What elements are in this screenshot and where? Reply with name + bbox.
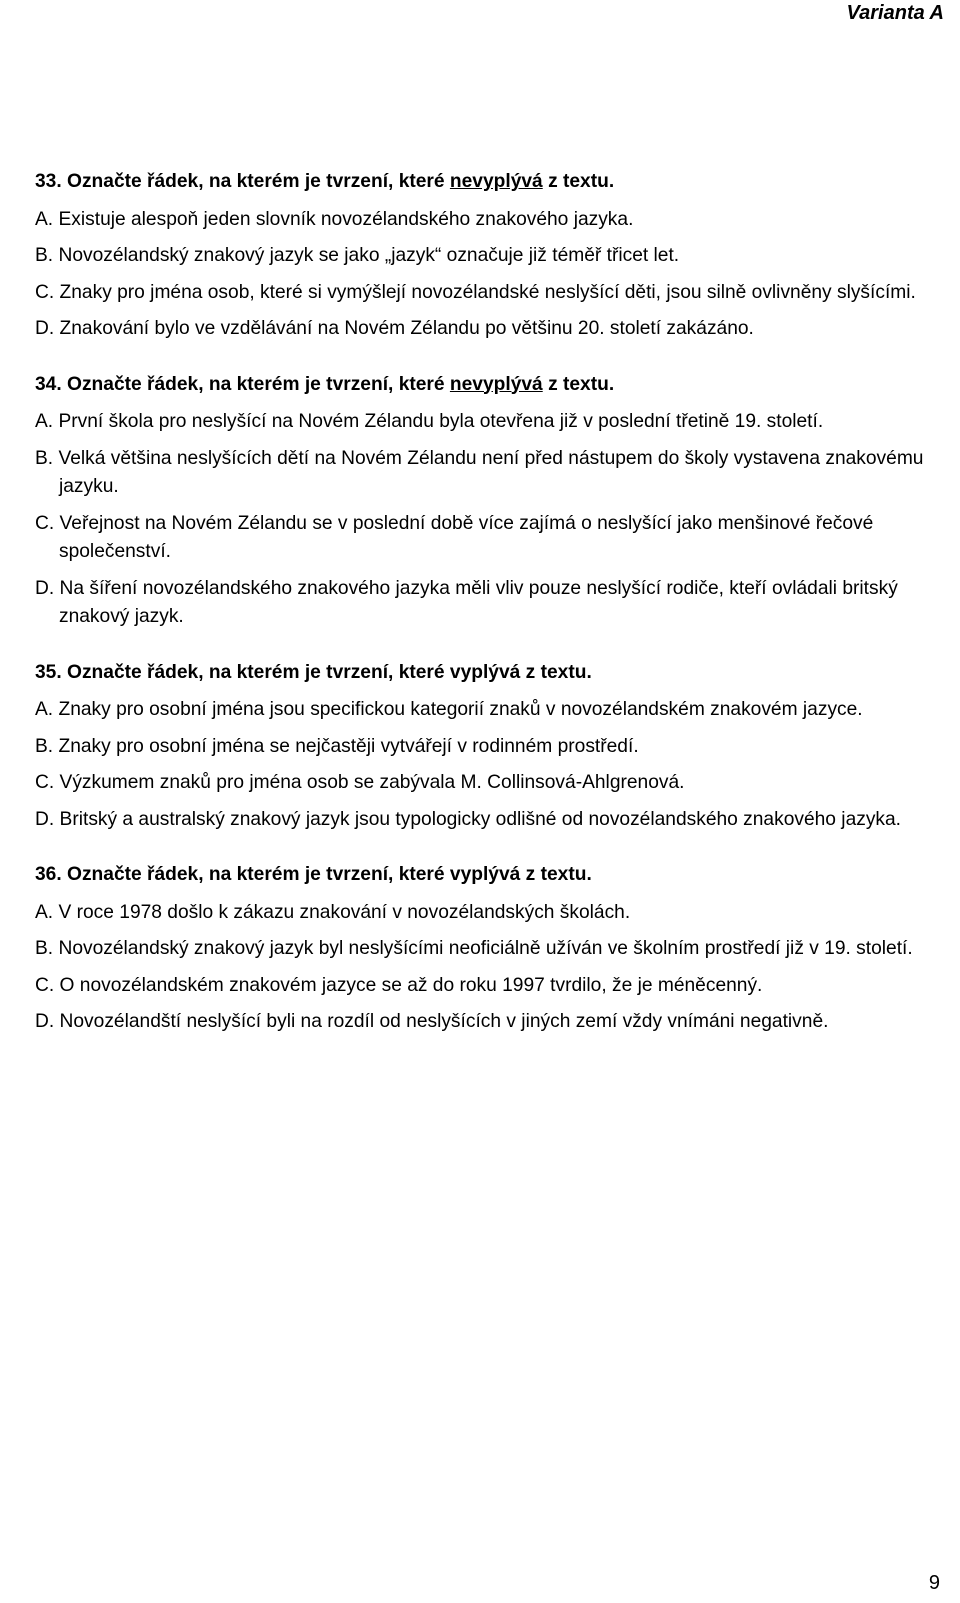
option-letter: D. bbox=[35, 808, 55, 830]
option-text: Novozélandský znakový jazyk byl neslyšícími neoficiálně užíván ve školním prostředí již v 19. století. bbox=[58, 938, 913, 959]
option-letter: D. bbox=[35, 577, 55, 599]
answer-option[interactable] bbox=[35, 510, 935, 567]
answer-option[interactable] bbox=[35, 806, 935, 835]
option-text: Výzkumem znaků pro jména osob se zabývala M. Collinsová-Ahlgrenová. bbox=[59, 772, 685, 793]
prompt-text: Označte řádek, na kterém je tvrzení, které bbox=[67, 171, 445, 192]
option-letter: B. bbox=[35, 735, 54, 757]
answer-option[interactable] bbox=[35, 315, 935, 344]
answer-option[interactable] bbox=[35, 899, 935, 928]
option-letter: C. bbox=[35, 281, 55, 303]
option-text: O novozélandském znakovém jazyce se až do roku 1997 tvrdilo, že je méněcenný. bbox=[59, 974, 763, 996]
prompt-text-end: z textu. bbox=[548, 373, 615, 395]
question-prompt bbox=[35, 371, 935, 400]
prompt-text: Označte řádek, na kterém je tvrzení, které bbox=[67, 373, 445, 395]
question-prompt bbox=[35, 861, 935, 890]
question-35 bbox=[35, 659, 935, 835]
prompt-emphasis: vyplývá bbox=[449, 661, 521, 683]
question-number: 36. bbox=[35, 864, 62, 885]
option-letter: D. bbox=[35, 1011, 55, 1032]
option-text: Britský a australský znakový jazyk jsou typologicky odlišné od novozélandského znakového jazyka. bbox=[59, 808, 902, 830]
question-33 bbox=[35, 168, 935, 344]
option-text: Novozélandští neslyšící byli na rozdíl od neslyšících v jiných zemí vždy vnímáni negativně. bbox=[59, 1011, 829, 1032]
prompt-text: Označte řádek, na kterém je tvrzení, které bbox=[67, 864, 445, 885]
option-letter: C. bbox=[35, 974, 55, 996]
option-letter: B. bbox=[35, 938, 54, 959]
answer-option[interactable] bbox=[35, 279, 935, 308]
answer-option[interactable] bbox=[35, 1008, 935, 1037]
option-letter: A. bbox=[35, 208, 54, 230]
option-text: První škola pro neslyšící na Novém Zélandu byla otevřena již v poslední třetině 19. století. bbox=[58, 411, 824, 432]
option-text: Veřejnost na Novém Zélandu se v poslední době více zajímá o neslyšící jako menšinové řečové společenství. bbox=[59, 512, 874, 562]
answer-option[interactable] bbox=[35, 972, 935, 1001]
answer-option[interactable] bbox=[35, 408, 935, 437]
prompt-emphasis: nevyplývá bbox=[449, 373, 543, 395]
prompt-text: Označte řádek, na kterém je tvrzení, které bbox=[67, 661, 445, 683]
option-letter: C. bbox=[35, 772, 55, 793]
question-prompt bbox=[35, 659, 935, 688]
option-text: Velká většina neslyšících dětí na Novém Zélandu není před nástupem do školy vystavena znakovému jazyku. bbox=[58, 447, 924, 497]
answer-option[interactable] bbox=[35, 733, 935, 762]
prompt-emphasis: vyplývá bbox=[449, 864, 521, 885]
prompt-text-end: z textu. bbox=[525, 864, 592, 885]
variant-label: Varianta A bbox=[846, 2, 944, 24]
questions-list bbox=[35, 168, 935, 1064]
option-letter: B. bbox=[35, 447, 54, 469]
option-letter: A. bbox=[35, 699, 54, 720]
option-text: Na šíření novozélandského znakového jazyka měli vliv pouze neslyšící rodiče, kteří ovládali britský znakový jazyk. bbox=[59, 577, 898, 627]
option-letter: D. bbox=[35, 318, 55, 339]
answer-option[interactable] bbox=[35, 575, 935, 632]
option-letter: C. bbox=[35, 512, 55, 534]
answer-option[interactable] bbox=[35, 206, 935, 235]
question-34 bbox=[35, 371, 935, 632]
option-letter: A. bbox=[35, 901, 54, 923]
question-number: 33. bbox=[35, 171, 62, 192]
answer-option[interactable] bbox=[35, 445, 935, 502]
question-number: 34. bbox=[35, 373, 62, 395]
answer-option[interactable] bbox=[35, 696, 935, 725]
answer-option[interactable] bbox=[35, 935, 935, 964]
question-number: 35. bbox=[35, 661, 62, 683]
option-text: Znakování bylo ve vzdělávání na Novém Zélandu po většinu 20. století zakázáno. bbox=[59, 318, 754, 339]
option-text: Znaky pro jména osob, které si vymýšlejí novozélandské neslyšící děti, jsou silně ovlivněny slyšícími. bbox=[59, 281, 916, 303]
prompt-text-end: z textu. bbox=[548, 171, 615, 192]
answer-option[interactable] bbox=[35, 769, 935, 798]
option-letter: B. bbox=[35, 245, 54, 266]
question-36 bbox=[35, 861, 935, 1037]
page-number: 9 bbox=[928, 1572, 940, 1594]
prompt-emphasis: nevyplývá bbox=[449, 171, 543, 192]
answer-option[interactable] bbox=[35, 242, 935, 271]
prompt-text-end: z textu. bbox=[525, 661, 592, 683]
option-text: Znaky pro osobní jména se nejčastěji vytvářejí v rodinném prostředí. bbox=[58, 735, 639, 757]
question-prompt bbox=[35, 168, 935, 197]
option-text: Existuje alespoň jeden slovník novozélandského znakového jazyka. bbox=[58, 208, 634, 230]
option-letter: A. bbox=[35, 411, 54, 432]
option-text: Znaky pro osobní jména jsou specifickou kategorií znaků v novozélandském znakovém jazyce. bbox=[58, 699, 863, 720]
option-text: V roce 1978 došlo k zákazu znakování v novozélandských školách. bbox=[58, 901, 631, 923]
option-text: Novozélandský znakový jazyk se jako „jazyk“ označuje již téměř třicet let. bbox=[58, 245, 680, 266]
